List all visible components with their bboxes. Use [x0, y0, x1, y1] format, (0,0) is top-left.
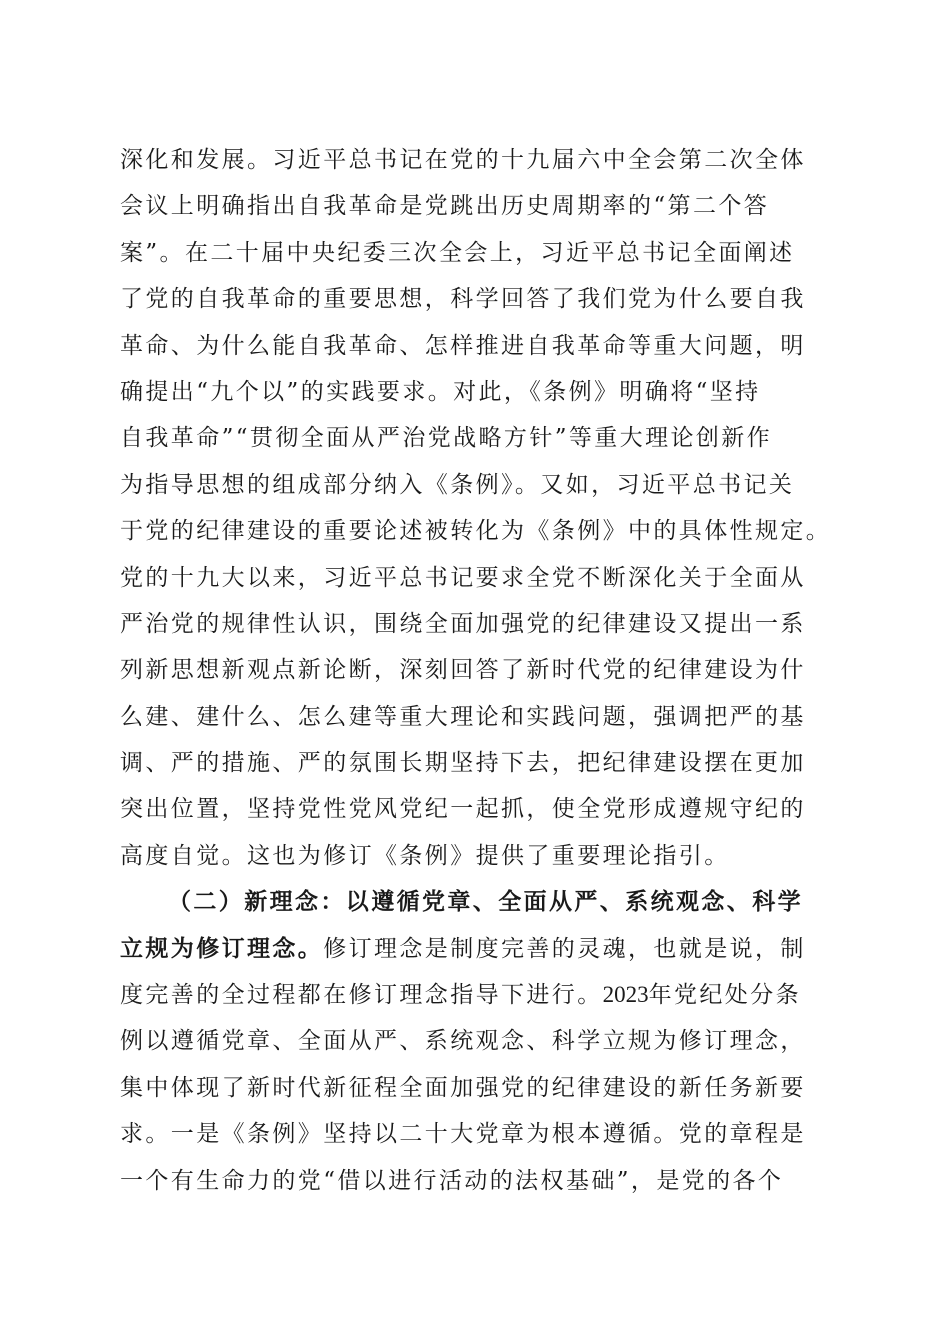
paragraph-continuation: [120, 137, 840, 879]
text-line: 于党的纪律建设的重要论述被转化为《条例》中的具体性规定。: [120, 518, 832, 545]
section-heading: （二）新理念：以遵循党章、全面从严、系统观念、科学: [168, 888, 803, 916]
text-span: 修订理念是制度完善的灵魂，也就是说，制: [323, 935, 806, 962]
text-line: 自我革命”“贯彻全面从严治党战略方针”等重大理论创新作: [120, 425, 773, 452]
text-line: 确提出“九个以”的实践要求。对此，《条例》明确将“坚持: [120, 378, 761, 405]
text-line: 严治党的规律性认识，围绕全面加强党的纪律建设又提出一系: [120, 610, 806, 637]
year-number: 2023: [602, 982, 649, 1008]
text-line: [120, 972, 840, 1018]
text-line: 么建、建什么、怎么建等重大理论和实践问题，强调把严的基: [120, 703, 806, 730]
text-line: 案”。在二十届中央纪委三次全会上，习近平总书记全面阐述: [120, 239, 795, 266]
text-line: 调、严的措施、严的氛围长期坚持下去，把纪律建设摆在更加: [120, 750, 806, 777]
text-line: 例以遵循党章、全面从严、系统观念、科学立规为修订理念，: [120, 1028, 806, 1055]
text-line: 会议上明确指出自我革命是党跳出历史周期率的“第二个答: [120, 193, 770, 220]
document-body: [120, 137, 840, 1204]
text-line: 党的十九大以来，习近平总书记要求全党不断深化关于全面从: [120, 564, 806, 591]
text-line: [120, 926, 840, 972]
text-line: 求。一是《条例》坚持以二十大党章为根本遵循。党的章程是: [120, 1121, 806, 1148]
text-span: 年党纪处分条: [648, 982, 802, 1009]
text-line: 列新思想新观点新论断，深刻回答了新时代党的纪律建设为什: [120, 657, 806, 684]
text-line: 集中体现了新时代新征程全面加强党的纪律建设的新任务新要: [120, 1074, 806, 1101]
section-heading-end: 立规为修订理念。: [120, 934, 324, 962]
text-span: 度完善的全过程都在修订理念指导下进行。: [120, 982, 603, 1009]
paragraph-section-two: [120, 879, 840, 1204]
text-line: 深化和发展。习近平总书记在党的十九届六中全会第二次全体: [120, 147, 806, 173]
text-line: 一个有生命力的党“借以进行活动的法权基础”，是党的各个: [120, 1167, 784, 1194]
text-line: 高度自觉。这也为修订《条例》提供了重要理论指引。: [120, 842, 730, 869]
text-line: 革命、为什么能自我革命、怎样推进自我革命等重大问题，明: [120, 332, 806, 359]
text-line: 为指导思想的组成部分纳入《条例》。又如，习近平总书记关: [120, 471, 795, 498]
text-line: 突出位置，坚持党性党风党纪一起抓，使全党形成遵规守纪的: [120, 796, 806, 823]
text-line: 了党的自我革命的重要思想，科学回答了我们党为什么要自我: [120, 286, 806, 313]
